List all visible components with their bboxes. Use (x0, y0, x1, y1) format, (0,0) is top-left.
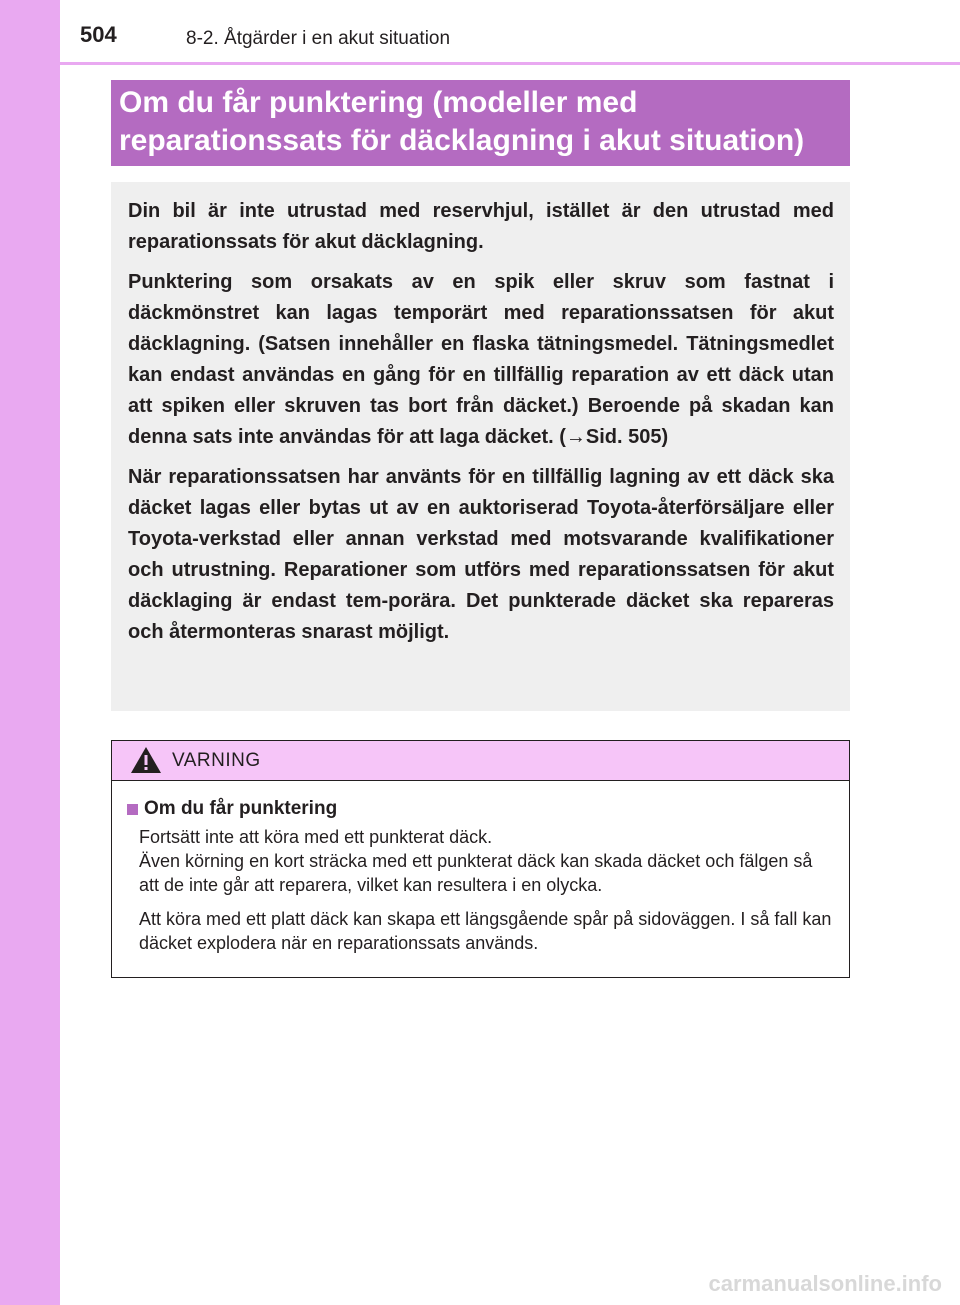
title-line-1: Om du får punktering (modeller med (119, 86, 638, 119)
title-line-2: reparationssats för däcklagning i akut situation) (119, 124, 805, 157)
warning-header (112, 741, 849, 781)
intro-paragraph-3: När reparationssatsen har använts för en tillfällig lagning av ett däck ska däcket lagas eller bytas ut av en auktoriserad Toyota-återförsäljare eller Toyota-verkstad eller annan verkstad med motsvarande kvalifikationer och utrustning. Reparationer som utförs med reparationssatsen för akut däcklaging är endast tem-porära. Det punkterade däcket ska repareras och återmonteras snarast möjligt. (128, 466, 834, 643)
warning-subheading (127, 797, 837, 821)
intro-paragraph-2: Punktering som orsakats av en spik eller skruv som fastnat i däckmönstret kan lagas temporärt med reparationssatsen för akut däcklagning. (Satsen innehåller en flaska tätningsmedel. Tätningsmedlet kan endast användas en gång för en tillfällig reparation av ett däck utan att spiken eller skruven tas bort från däcket.) Beroende på skadan kan denna sats inte användas för att laga däcket. (→Sid. 505) (128, 271, 834, 448)
warning-triangle-icon (129, 745, 163, 775)
warning-subheading-text: Om du får punktering (144, 798, 338, 819)
title-banner (111, 80, 850, 166)
intro-paragraph-1: Din bil är inte utrustad med reservhjul, istället är den utrustad med reparationssats för akut däcklagning. (128, 200, 834, 253)
header-divider (60, 62, 960, 65)
page-number: 504 (80, 22, 117, 47)
warning-paragraph-2: Även körning en kort sträcka med ett punkterat däck kan skada däcket och fälgen så att de inte går att reparera, vilket kan resultera i en olycka. (139, 851, 813, 895)
watermark: carmanualsonline.info (708, 1271, 942, 1296)
warning-body (112, 781, 849, 955)
intro-box (111, 182, 850, 711)
warning-paragraph-3: Att köra med ett platt däck kan skapa ett längsgående spår på sidoväggen. I så fall kan däcket explodera när en reparationssats används. (139, 909, 832, 953)
side-stripe (0, 0, 60, 1305)
warning-paragraph-1: Fortsätt inte att köra med ett punkterat däck. (139, 827, 493, 847)
square-bullet-icon (127, 804, 138, 815)
section-title: 8-2. Åtgärder i en akut situation (186, 28, 451, 49)
warning-box (111, 740, 850, 978)
warning-label: VARNING (172, 750, 261, 771)
